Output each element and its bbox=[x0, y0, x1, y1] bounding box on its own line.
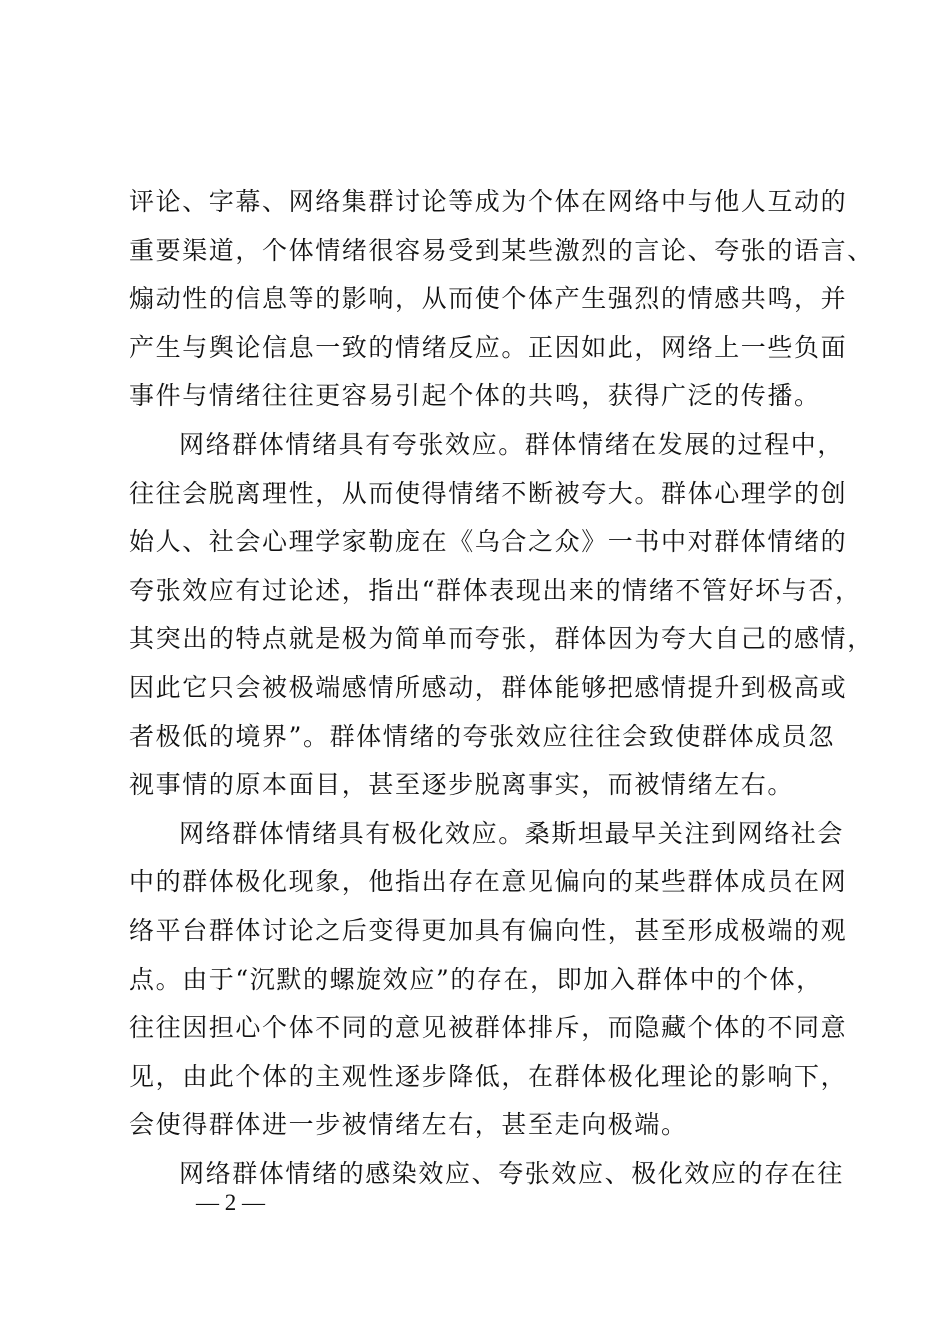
text-line: 夸张效应有过论述，指出“群体表现出来的情绪不管好坏与否， bbox=[129, 575, 862, 605]
text-line: 评论、字幕、网络集群讨论等成为个体在网络中与他人互动的 bbox=[129, 187, 848, 216]
paragraph-first-line: 网络群体情绪的感染效应、夸张效应、极化效应的存在往 bbox=[179, 1158, 845, 1188]
paragraph-first-line: 网络群体情绪具有极化效应。桑斯坦最早关注到网络社会 bbox=[179, 818, 845, 848]
text-line: 会使得群体进一步被情绪左右，甚至走向极端。 bbox=[129, 1110, 688, 1140]
text-line: 中的群体极化现象，他指出存在意见偏向的某些群体成员在网 bbox=[129, 867, 848, 897]
text-line: 络平台群体讨论之后变得更加具有偏向性，甚至形成极端的观 bbox=[129, 915, 848, 945]
text-line: 其突出的特点就是极为简单而夸张，群体因为夸大自己的感情， bbox=[129, 624, 874, 654]
text-line: 见，由此个体的主观性逐步降低，在群体极化理论的影响下， bbox=[129, 1061, 848, 1091]
page-number: — 2 — bbox=[196, 1190, 265, 1215]
text-line: 事件与情绪往往更容易引起个体的共鸣，获得广泛的传播。 bbox=[129, 381, 821, 411]
text-line: 视事情的原本面目，甚至逐步脱离事实，而被情绪左右。 bbox=[129, 770, 795, 800]
text-line: 者极低的境界”。群体情绪的夸张效应往往会致使群体成员忽 bbox=[129, 721, 835, 751]
text-line: 往往因担心个体不同的意见被群体排斥，而隐藏个体的不同意 bbox=[129, 1013, 848, 1043]
text-line: 点。由于“沉默的螺旋效应”的存在，即加入群体中的个体， bbox=[129, 964, 823, 994]
text-line: 煽动性的信息等的影响，从而使个体产生强烈的情感共鸣，并 bbox=[129, 284, 848, 314]
paragraph-first-line: 网络群体情绪具有夸张效应。群体情绪在发展的过程中， bbox=[179, 429, 845, 459]
body-text bbox=[129, 178, 874, 1198]
text-line: 因此它只会被极端感情所感动，群体能够把感情提升到极高或 bbox=[129, 672, 848, 702]
text-line: 产生与舆论信息一致的情绪反应。正因如此，网络上一些负面 bbox=[129, 332, 848, 362]
text-line: 往往会脱离理性，从而使得情绪不断被夸大。群体心理学的创 bbox=[129, 478, 848, 508]
text-line: 重要渠道，个体情绪很容易受到某些激烈的言论、夸张的语言、 bbox=[129, 235, 874, 265]
text-line: 始人、社会心理学家勒庞在《乌合之众》一书中对群体情绪的 bbox=[129, 527, 848, 557]
